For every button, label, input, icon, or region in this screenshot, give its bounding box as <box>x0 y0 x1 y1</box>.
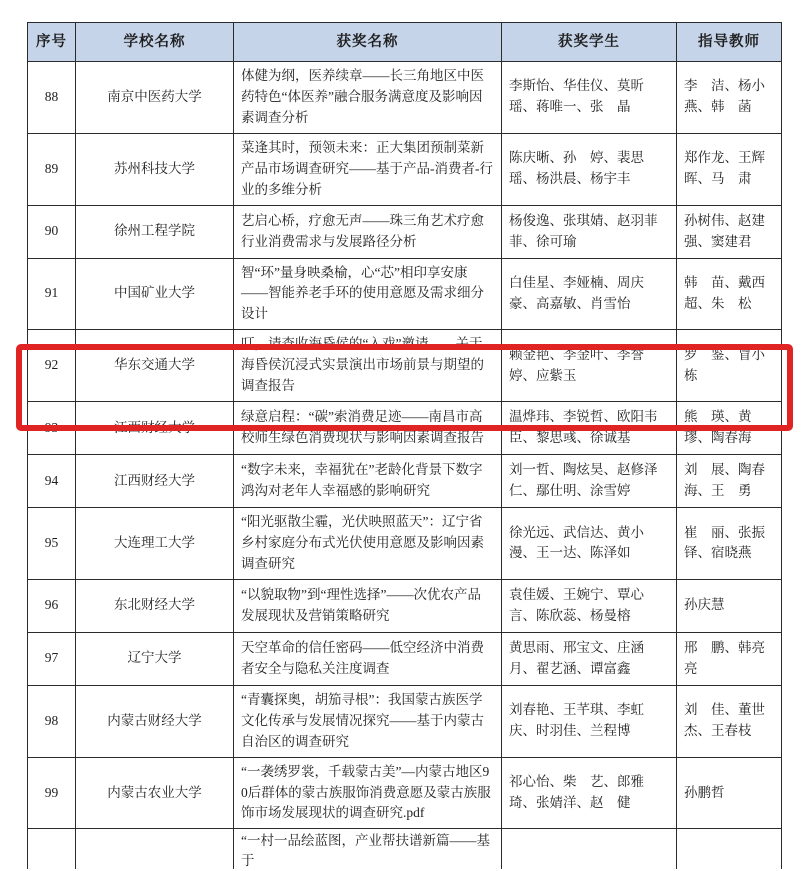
partial-title-fragment: “一村一品绘蓝图，产业帮扶谱新篇——基于 <box>241 833 490 869</box>
cell-teachers: 崔 丽、张振铎、宿晓燕 <box>677 508 782 580</box>
cell-award-title: 智“环”量身映桑榆，心“芯”相印享安康——智能养老手环的使用意愿及需求细分设计 <box>234 258 502 330</box>
cell-number: 96 <box>28 579 76 632</box>
cell-number: 98 <box>28 685 76 757</box>
cell-teachers: 刘 展、陶春海、王 勇 <box>677 455 782 508</box>
cell-students: 徐光远、武信达、黄小漫、王一达、陈泽如 <box>502 508 677 580</box>
table-row <box>28 455 782 508</box>
cell-award-title: 叮，请查收海昏侯的“入戏”邀请——关于海昏侯沉浸式实景演出市场前景与期望的调查报告 <box>234 330 502 402</box>
cell-teachers: 郑作龙、王辉晖、马 肃 <box>677 133 782 205</box>
cell-number: 89 <box>28 133 76 205</box>
table-row <box>28 508 782 580</box>
award-table <box>27 22 782 869</box>
table-row <box>28 402 782 455</box>
cell-teachers: 李 洁、杨小燕、韩 菡 <box>677 62 782 134</box>
cell-teachers: 韩 苗、戴西超、朱 松 <box>677 258 782 330</box>
cell-students: 赖金艳、李金叶、李誉婷、应紫玉 <box>502 330 677 402</box>
cell-students: 温烨玮、李锐哲、欧阳韦臣、黎思彧、徐诚基 <box>502 402 677 455</box>
award-list-page <box>0 22 808 869</box>
cell-number: 93 <box>28 402 76 455</box>
cell-school: 内蒙古财经大学 <box>76 685 234 757</box>
cell-students: 陈庆晰、孙 婷、裴思瑶、杨洪晨、杨宇丰 <box>502 133 677 205</box>
cell-school: 辽宁大学 <box>76 632 234 685</box>
cell-teachers: 孙庆慧 <box>677 579 782 632</box>
cell-number: 99 <box>28 757 76 829</box>
table-row-partial <box>28 829 782 870</box>
cell-number: 90 <box>28 205 76 258</box>
cell-school: 苏州科技大学 <box>76 133 234 205</box>
cell-students <box>502 829 677 870</box>
cell-students: 白佳星、李娅楠、周庆豪、高嘉敏、肖雪怡 <box>502 258 677 330</box>
cell-school: 华东交通大学 <box>76 330 234 402</box>
header-teachers: 指导教师 <box>677 23 782 62</box>
cell-award-title: 体健为纲，医养续章——长三角地区中医药特色“体医养”融合服务满意度及影响因素调查分析 <box>234 62 502 134</box>
cell-award-title <box>234 829 502 870</box>
table-row <box>28 757 782 829</box>
cell-teachers <box>677 829 782 870</box>
cell-teachers: 熊 瑛、黄 璆、陶春海 <box>677 402 782 455</box>
cell-award-title: 天空革命的信任密码——低空经济中消费者安全与隐私关注度调查 <box>234 632 502 685</box>
cell-number: 95 <box>28 508 76 580</box>
cell-teachers: 罗 鉴、冒小栋 <box>677 330 782 402</box>
table-row <box>28 258 782 330</box>
table-row <box>28 330 782 402</box>
cell-school: 大连理工大学 <box>76 508 234 580</box>
table-header-row <box>28 23 782 62</box>
header-students: 获奖学生 <box>502 23 677 62</box>
header-award-title: 获奖名称 <box>234 23 502 62</box>
cell-award-title: 艺启心桥，疗愈无声——珠三角艺术疗愈行业消费需求与发展路径分析 <box>234 205 502 258</box>
cell-teachers: 刘 佳、董世杰、王春枝 <box>677 685 782 757</box>
cell-number: 97 <box>28 632 76 685</box>
cell-students: 刘春艳、王芊琪、李虹庆、时羽佳、兰程博 <box>502 685 677 757</box>
header-school: 学校名称 <box>76 23 234 62</box>
table-row <box>28 205 782 258</box>
cell-school: 江西财经大学 <box>76 455 234 508</box>
table-row <box>28 685 782 757</box>
cell-number: 91 <box>28 258 76 330</box>
cell-school: 中国矿业大学 <box>76 258 234 330</box>
cell-students: 刘一哲、陶炫昊、赵修泽仁、鄢仕明、涂雪婷 <box>502 455 677 508</box>
table-row <box>28 632 782 685</box>
cell-award-title: 菜逢其时，预领未来：正大集团预制菜新产品市场调查研究——基于产品-消费者-行业的多维分析 <box>234 133 502 205</box>
cell-school: 东北财经大学 <box>76 579 234 632</box>
cell-award-title: “一袭绣罗裳，千载蒙古美”—内蒙古地区90后群体的蒙古族服饰消费意愿及蒙古族服饰市场发展现状的调查研究.pdf <box>234 757 502 829</box>
cell-students: 祁心怡、柴 艺、郎雅琦、张婧洋、赵 健 <box>502 757 677 829</box>
table-row <box>28 579 782 632</box>
cell-number: 88 <box>28 62 76 134</box>
cell-number: 94 <box>28 455 76 508</box>
cell-award-title: “以貌取物”到“理性选择”——次优农产品发展现状及营销策略研究 <box>234 579 502 632</box>
cell-number <box>28 829 76 870</box>
cell-award-title: 绿意启程：“碳”索消费足迹——南昌市高校师生绿色消费现状与影响因素调查报告 <box>234 402 502 455</box>
cell-school: 江西财经大学 <box>76 402 234 455</box>
cell-school: 内蒙古农业大学 <box>76 757 234 829</box>
table-row <box>28 133 782 205</box>
cell-award-title: “阳光驱散尘霾，光伏映照蓝天”：辽宁省乡村家庭分布式光伏使用意愿及影响因素调查研究 <box>234 508 502 580</box>
cell-students: 杨俊逸、张琪婧、赵羽菲菲、徐可瑜 <box>502 205 677 258</box>
cell-students: 袁佳媛、王婉宁、覃心言、陈欣蕊、杨曼榕 <box>502 579 677 632</box>
cell-award-title: “数字未来，幸福犹在”老龄化背景下数字鸿沟对老年人幸福感的影响研究 <box>234 455 502 508</box>
cell-students: 黄思雨、邢宝文、庄涵月、翟艺涵、谭富鑫 <box>502 632 677 685</box>
cell-award-title: “青囊探奥，胡笳寻根”：我国蒙古族医学文化传承与发展情况探究——基于内蒙古自治区的调查研究 <box>234 685 502 757</box>
cell-school: 南京中医药大学 <box>76 62 234 134</box>
header-number: 序号 <box>28 23 76 62</box>
cell-school: 徐州工程学院 <box>76 205 234 258</box>
cell-teachers: 孙树伟、赵建强、窦建君 <box>677 205 782 258</box>
cell-teachers: 孙鹏哲 <box>677 757 782 829</box>
cell-teachers: 邢 鹏、韩亮亮 <box>677 632 782 685</box>
cell-students: 李斯怡、华佳仪、莫昕瑶、蒋唯一、张 晶 <box>502 62 677 134</box>
cell-school <box>76 829 234 870</box>
cell-number: 92 <box>28 330 76 402</box>
table-row <box>28 62 782 134</box>
